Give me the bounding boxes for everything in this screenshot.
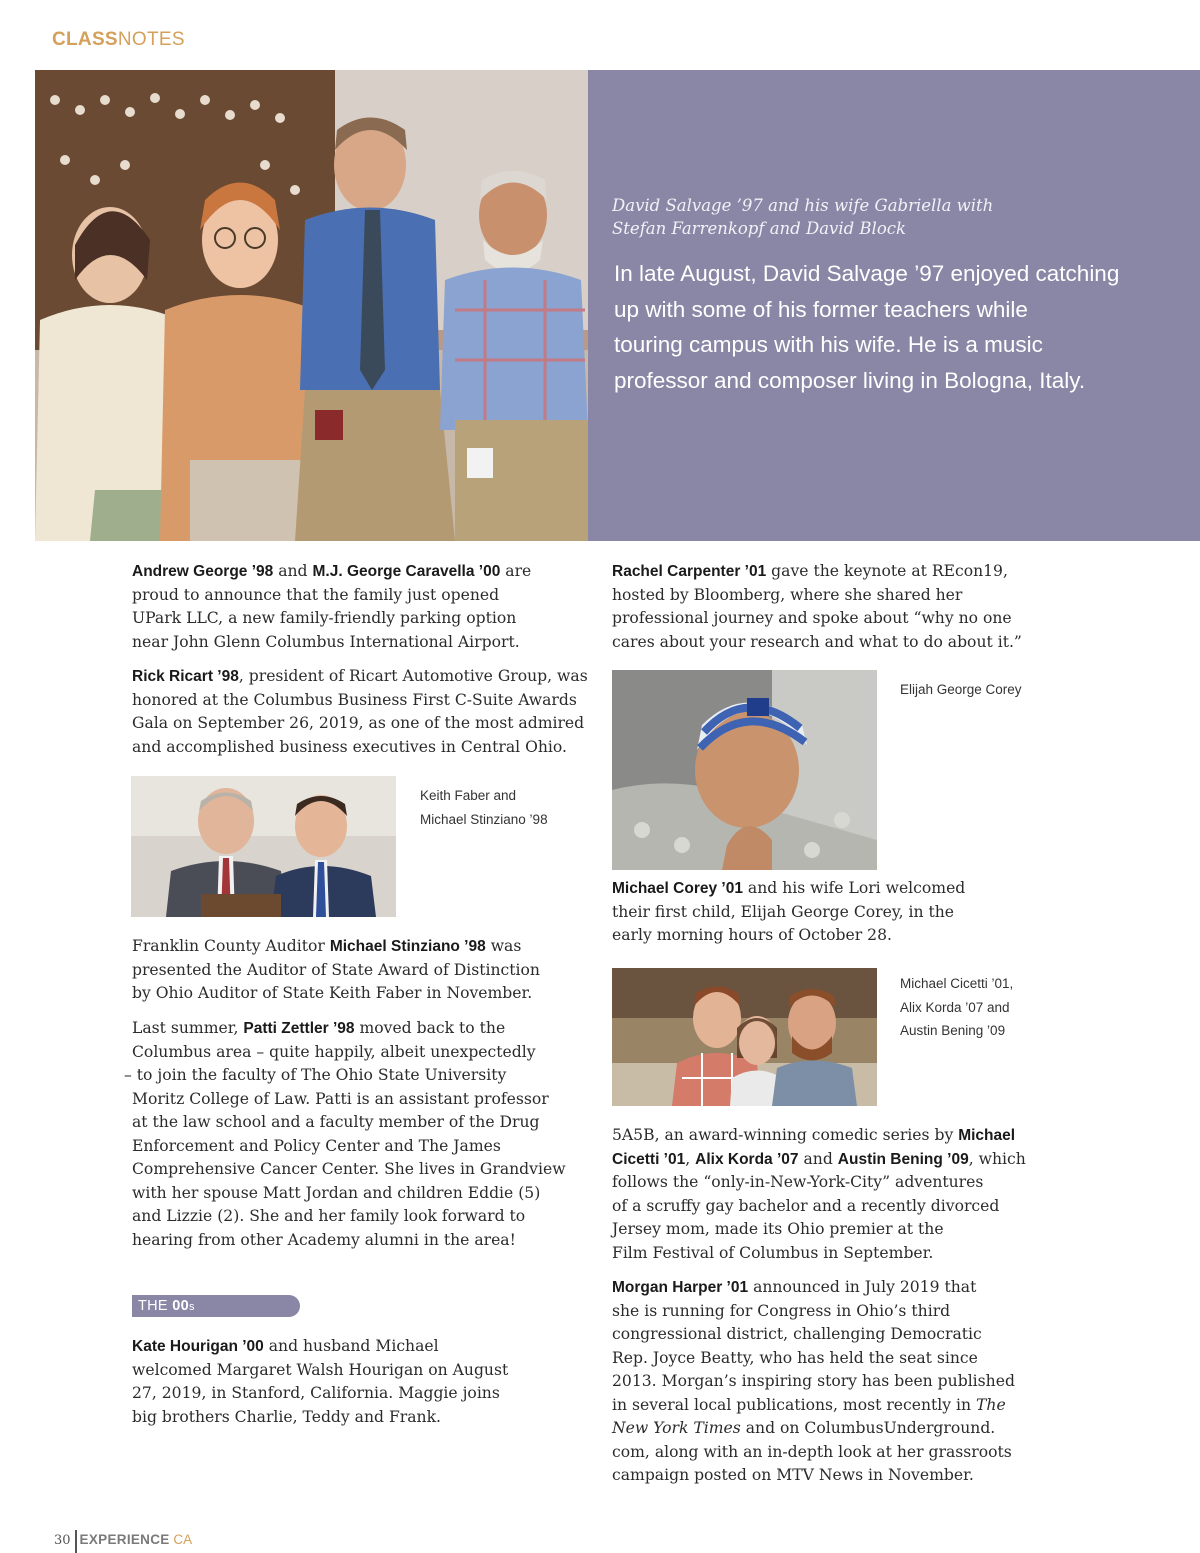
hero-photo bbox=[35, 70, 588, 541]
text-span: Last summer, bbox=[132, 1019, 244, 1037]
text-span: moved back to the bbox=[354, 1019, 506, 1037]
section-header bbox=[52, 29, 185, 51]
text-line: with her spouse Matt Jordan and children Eddie (5) bbox=[132, 1183, 541, 1202]
header-notes: NOTES bbox=[117, 29, 185, 50]
note-andrew-george bbox=[132, 560, 531, 654]
text-line: Enforcement and Policy Center and The James bbox=[132, 1136, 501, 1155]
caption-line: Keith Faber and bbox=[420, 788, 517, 803]
text-line: near John Glenn Columbus International Airport. bbox=[132, 632, 520, 651]
text-line: big brothers Charlie, Teddy and Frank. bbox=[132, 1407, 441, 1426]
note-rick-ricart bbox=[132, 665, 588, 759]
alumni-name: Rachel Carpenter ’01 bbox=[612, 563, 767, 580]
hero-caption-line: Stefan Farrenkopf and David Block bbox=[612, 219, 907, 238]
hero-panel bbox=[588, 70, 1200, 541]
alumni-name: Michael Corey ’01 bbox=[612, 880, 743, 897]
section-tab-00s bbox=[132, 1295, 300, 1317]
caption-line: Alix Korda ’07 and bbox=[900, 999, 1010, 1015]
text-line: com, along with an in-depth look at her grassroots bbox=[612, 1442, 1012, 1461]
hero-text bbox=[614, 256, 1174, 398]
text-span: and bbox=[798, 1149, 838, 1168]
text-line: welcomed Margaret Walsh Hourigan on August bbox=[132, 1360, 509, 1379]
section-the: THE bbox=[138, 1298, 173, 1314]
text-span: announced in July 2019 that bbox=[748, 1278, 977, 1296]
alumni-name: Morgan Harper ’01 bbox=[612, 1279, 749, 1296]
text-span: Franklin County Auditor bbox=[132, 937, 330, 955]
photo-faber-stinziano bbox=[131, 776, 396, 917]
alumni-name: Kate Hourigan ’00 bbox=[132, 1338, 264, 1355]
hero-text-line: In late August, David Salvage ’97 enjoyed catching bbox=[614, 261, 1120, 286]
hero-caption bbox=[612, 194, 1172, 240]
text-span: are bbox=[500, 562, 532, 580]
text-line: Columbus area – quite happily, albeit unexpectedly bbox=[132, 1042, 536, 1061]
text-line: early morning hours of October 28. bbox=[612, 926, 892, 944]
magazine-name: EXPERIENCE bbox=[79, 1532, 170, 1547]
text-line: Moritz College of Law. Patti is an assistant professor bbox=[132, 1089, 549, 1108]
text-line: hearing from other Academy alumni in the area! bbox=[132, 1230, 516, 1249]
hero-text-line: touring campus with his wife. He is a music bbox=[614, 332, 1043, 357]
text-line: and accomplished business executives in Central Ohio. bbox=[132, 737, 567, 756]
text-span: , bbox=[685, 1149, 696, 1168]
text-line: by Ohio Auditor of State Keith Faber in November. bbox=[132, 984, 533, 1002]
text-line: Rep. Joyce Beatty, who has held the seat since bbox=[612, 1348, 978, 1367]
note-michael-stinziano bbox=[132, 935, 540, 1006]
text-line: congressional district, challenging Democratic bbox=[612, 1325, 982, 1343]
text-line: at the law school and a faculty member of the Drug bbox=[132, 1113, 540, 1131]
publication-title: The bbox=[976, 1395, 1006, 1414]
page-number: 30 bbox=[54, 1533, 71, 1548]
note-rachel-carpenter bbox=[612, 560, 1022, 654]
alumni-name: Alix Korda ’07 bbox=[695, 1150, 799, 1168]
alumni-name: Michael Stinziano ’98 bbox=[329, 938, 486, 955]
photo-5a5b-cast bbox=[612, 968, 877, 1106]
text-line: Jersey mom, made its Ohio premier at the bbox=[612, 1220, 944, 1238]
text-line: their first child, Elijah George Corey, in the bbox=[612, 902, 955, 921]
text-span: gave the keynote at REcon19, bbox=[766, 562, 1008, 580]
text-line: 27, 2019, in Stanford, California. Maggie joins bbox=[132, 1384, 500, 1402]
note-kate-hourigan bbox=[132, 1335, 508, 1429]
photo-caption: Elijah George Corey bbox=[900, 682, 1022, 697]
alumni-name: Austin Bening ’09 bbox=[837, 1150, 969, 1168]
magazine-suffix: CA bbox=[169, 1532, 193, 1547]
caption-line: Michael Stinziano ’98 bbox=[420, 811, 548, 827]
alumni-name: M.J. George Caravella ’00 bbox=[312, 563, 501, 580]
text-span: and husband Michael bbox=[263, 1337, 439, 1355]
photo-caption bbox=[900, 972, 1013, 1043]
text-line: 2013. Morgan’s inspiring story has been published bbox=[612, 1372, 1015, 1390]
text-span: and his wife Lori welcomed bbox=[742, 879, 966, 897]
text-line: cares about your research and what to do about it.” bbox=[612, 632, 1022, 651]
header-class: CLASS bbox=[52, 29, 118, 50]
hero-caption-line: David Salvage ’97 and his wife Gabriella with bbox=[612, 196, 994, 215]
alumni-name: Cicetti ’01 bbox=[612, 1150, 686, 1168]
publication-title: New York Times bbox=[612, 1419, 741, 1437]
text-span: , president of Ricart Automotive Group, was bbox=[238, 667, 588, 685]
caption-line: Austin Bening ’09 bbox=[900, 1023, 1006, 1038]
caption-line: Michael Cicetti ’01, bbox=[900, 976, 1014, 991]
text-line: she is running for Congress in Ohio’s third bbox=[612, 1301, 951, 1320]
text-line: and Lizzie (2). She and her family look forward to bbox=[132, 1207, 526, 1225]
photo-elijah-corey bbox=[612, 670, 877, 870]
text-line: UPark LLC, a new family-friendly parking option bbox=[132, 609, 517, 627]
text-span: was bbox=[485, 937, 522, 955]
text-line: honored at the Columbus Business First C-Suite Awards bbox=[132, 690, 577, 709]
text-line: follows the “only-in-New-York-City” adventures bbox=[612, 1173, 984, 1191]
section-suffix: s bbox=[188, 1301, 195, 1313]
hero-text-line: professor and composer living in Bologna, Italy. bbox=[614, 367, 1086, 393]
text-span: and on ColumbusUnderground. bbox=[740, 1419, 996, 1437]
alumni-name: Rick Ricart ’98 bbox=[132, 668, 239, 685]
text-span: and bbox=[273, 562, 313, 580]
text-line: professional journey and spoke about “why no one bbox=[612, 609, 1012, 627]
note-5a5b bbox=[612, 1124, 1026, 1265]
note-michael-corey bbox=[612, 877, 965, 948]
text-line: campaign posted on MTV News in November. bbox=[612, 1466, 974, 1484]
text-line: of a scruffy gay bachelor and a recently divorced bbox=[612, 1196, 1000, 1215]
note-patti-zettler bbox=[124, 1017, 566, 1252]
text-span: 5A5B, an award-winning comedic series by bbox=[612, 1126, 959, 1144]
text-line: Comprehensive Cancer Center. She lives in Grandview bbox=[132, 1160, 566, 1178]
alumni-name: Andrew George ’98 bbox=[132, 563, 274, 580]
text-line: presented the Auditor of State Award of Distinction bbox=[132, 960, 540, 979]
hero-text-line: up with some of his former teachers while bbox=[614, 296, 1028, 322]
text-line: Film Festival of Columbus in September. bbox=[612, 1243, 934, 1262]
note-morgan-harper bbox=[612, 1276, 1015, 1488]
alumni-name: Patti Zettler ’98 bbox=[243, 1020, 355, 1037]
text-line: Gala on September 26, 2019, as one of the most admired bbox=[132, 714, 585, 732]
photo-caption bbox=[420, 784, 548, 831]
section-decade: 00 bbox=[172, 1298, 189, 1314]
text-line: proud to announce that the family just opened bbox=[132, 585, 500, 604]
page-footer bbox=[54, 1532, 192, 1548]
text-span: in several local publications, most recently in bbox=[612, 1395, 977, 1414]
alumni-name: Michael bbox=[958, 1127, 1016, 1144]
text-line: hosted by Bloomberg, where she shared her bbox=[612, 585, 963, 604]
text-span: , which bbox=[968, 1149, 1026, 1168]
text-line: – to join the faculty of The Ohio State University bbox=[124, 1066, 507, 1084]
